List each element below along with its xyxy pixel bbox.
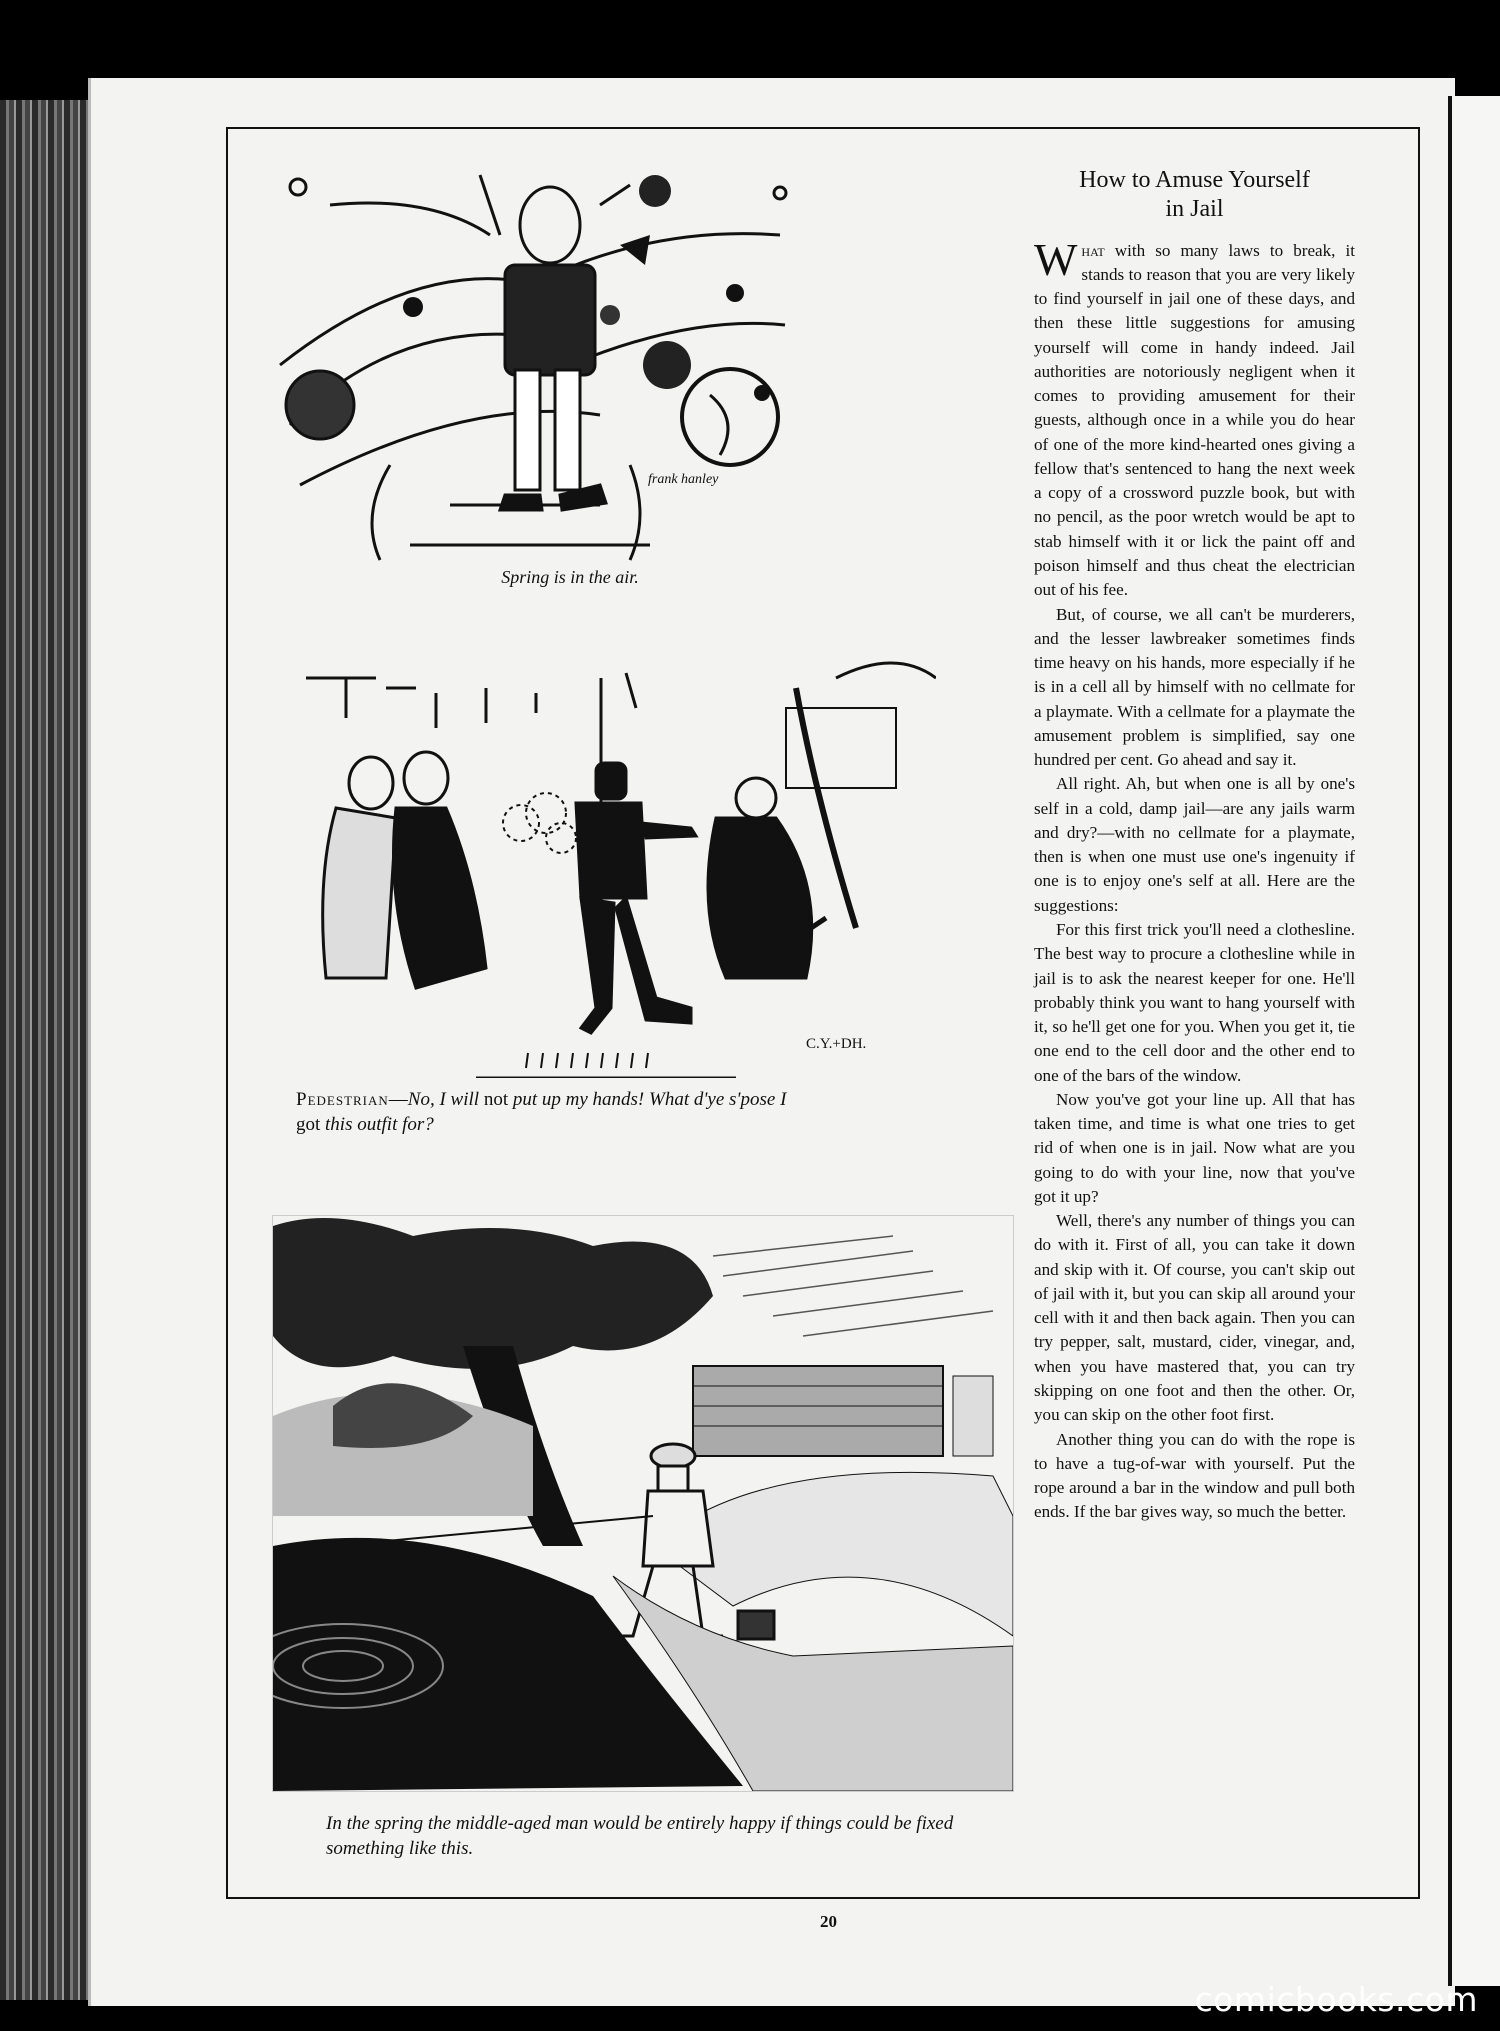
caption-pedestrian-speaker: Pedestrian [296,1089,389,1110]
caption-pedestrian-roman2: got [296,1113,326,1135]
cartoon-pedestrian-drawing [296,648,936,1078]
cartoon-pedestrian [296,648,936,1078]
article-title-line2: in Jail [1165,196,1224,223]
page-number: 20 [820,1912,837,1931]
cartoon-fishing-drawing [273,1216,1013,1791]
cartoon-spring-balls [270,165,790,565]
article-paragraph-4: For this first trick you'll need a clothesline. The best way to procure a clothesline while in jail is to ask the nearest keeper for one. He'll probably think you want to hang yourself with it, so he'll get one for you. When you get it, tie one end to the cell door and the other end to one of the bars of the window. [1034,919,1355,1085]
article-paragraph-6: Well, there's any number of things you can do with it. First of all, you can take it down and skip with it. Of course, you can't skip out of jail with it, but you can skip all around your cell with it and then back again. Then you can try pepper, salt, mustard, cider, vinegar, and, when you have mastered that, you can try skipping on one foot and then the other. Or, you can skip on the other foot first. [1034,1211,1355,1425]
cartoon-pedestrian-signature: C.Y.+DH. [806,1036,867,1052]
article-column [1034,166,1355,1525]
article-paragraph-7: Another thing you can do with the rope is to have a tug-of-war with yourself. Put the rope around a bar in the window and pull both ends. If the bar gives way, so much the better. [1034,1429,1355,1522]
article-title [1034,166,1355,225]
caption-pedestrian-italic2: put up my hands! What d'ye s'pose I [512,1089,787,1110]
site-watermark: comicbooks.com [1194,1980,1478,2019]
caption-pedestrian-italic1: No, I will [407,1089,480,1110]
cartoon-spring-balls-drawing [270,165,790,565]
article-paragraph-1 [1034,233,1355,603]
caption-fishing-text: In the spring the middle-aged man would be entirely happy if things could be fixed something like this. [326,1813,954,1859]
cartoon-spring-signature: frank hanley [648,472,719,487]
article-paragraph-5: Now you've got your line up. All that has taken time, and time is what one tries to get rid of when one is in jail. Now what are you going to do with your line, now that you've got it up? [1034,1089,1355,1206]
article-paragraph-3: All right. Ah, but when one is all by one's self in a cold, damp jail—are any jails warm and dry?—with no cellmate for a playmate, then is when one must use one's ingenuity if one is to enjoy one's self at all. Here are the suggestions: [1034,774,1355,915]
article-paragraph-2: But, of course, we all can't be murderers, and the lesser lawbreaker sometimes finds time heavy on his hands, more especially if he is in a cell all by himself with no cellmate for a playmate. With a cellmate for a playmate the amusement problem is simplified, say one hundred per cent. Go ahead and say it. [1034,604,1355,770]
caption-pedestrian-italic3: this outfit for? [325,1113,434,1135]
article-paragraph-1-text: with so many laws to break, it stands to reason that you are very likely to find yourself in jail one of these days, and then these little suggestions for amusing yourself will come in handy indeed. Jail authorities are notoriously negligent when it comes to providing amusement for their guests, although once in a while you do hear of one of the more kind-hearted ones giving a fellow that's sentenced to hang the next week a copy of a crossword puzzle book, but with no pencil, as the poor wretch would be apt to stab himself with it or lick the paint off and poison himself and thus cheat the electrician out of his fee. [1034,240,1355,600]
article-lead-smallcaps: hat [1081,240,1105,260]
facing-page-edge [1448,96,1500,1986]
book-binding-edge [0,100,95,2000]
article-title-line1: How to Amuse Yourself [1079,167,1310,193]
article-dropcap: W [1034,233,1078,285]
caption-spring-text: Spring is in the air. [501,567,639,587]
caption-pedestrian-roman1: not [479,1089,513,1110]
cartoon-fishing-ballpark [272,1215,1014,1792]
caption-spring [420,566,720,589]
caption-fishing [326,1812,986,1861]
caption-pedestrian: Pedestrian—No, I will not put up my hands! What d'ye s'pose I got this outfit for? [296,1089,787,1135]
